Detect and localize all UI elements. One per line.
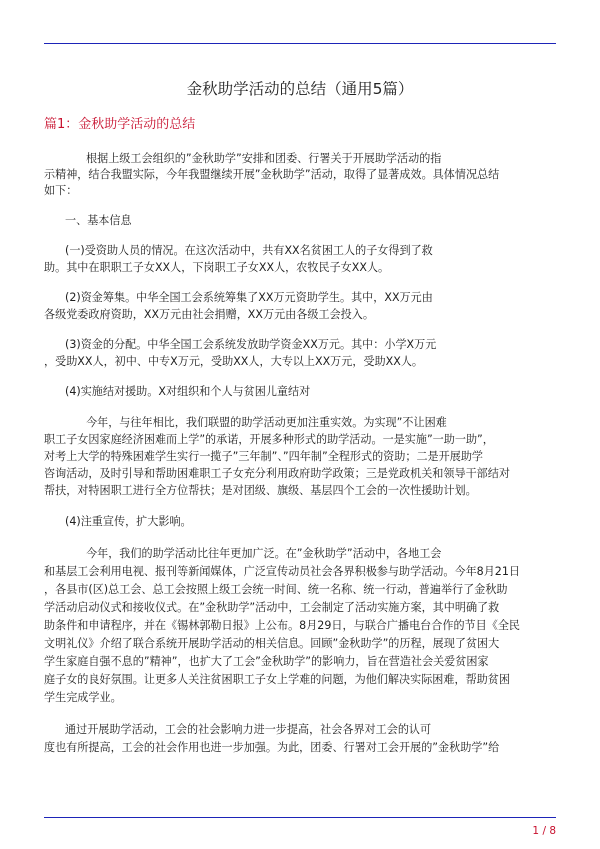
paragraph-line: (4)实施结对援助。X对组织和个人与贫困儿童结对 (65, 385, 311, 398)
paragraph-line: 咨询活动，及时引导和帮助困难职工子女充分利用政府助学政策；三是党政机关和领导干部结对 (44, 467, 510, 480)
paragraph-line: 学活动启动仪式和接收仪式。在”金秋助学”活动中，工会制定了活动实施方案，其中明确了救 (44, 601, 500, 614)
paragraph-line: 示精神，结合我盟实际，今年我盟继续开展”金秋助学”活动，取得了显著成效。具体情况总结 (44, 168, 500, 181)
section-subheading: 一、基本信息 (65, 214, 132, 227)
page-indicator: 1 / 8 (532, 825, 556, 837)
paragraph-line: 根据上级工会组织的”金秋助学”安排和团委、行署关于开展助学活动的指 (86, 152, 442, 165)
paragraph-line: 对考上大学的特殊困难学生实行一揽子”三年制”、”四年制”全程形式的资助；二是开展助学 (44, 450, 484, 463)
paragraph-line: ，各县市(区)总工会、总工会按照上级工会统一时间、统一名称、统一行动，普遍举行了金秋助 (44, 583, 508, 596)
paragraph-line: 助。其中在职职工子女XX人，下岗职工子女XX人，农牧民子女XX人。 (44, 261, 390, 274)
paragraph-line: 如下： (44, 184, 78, 197)
paragraph-line: 文明礼仪》介绍了联合系统开展助学活动的相关信息。回顾”金秋助学”的历程，展现了贫困大 (44, 637, 500, 650)
paragraph-line: (一)受资助人员的情况。在这次活动中，共有XX名贫困工人的子女得到了救 (65, 244, 433, 257)
paragraph-line: 今年，与往年相比，我们联盟的助学活动更加注重实效。为实现”不让困难 (86, 416, 447, 429)
document-title: 金秋助学活动的总结（通用5篇） (186, 80, 414, 98)
header-rule (44, 43, 556, 44)
paragraph-line: 庭子女的良好氛围。让更多人关注贫困职工子女上学难的问题，为他们解决实际困难，帮助贫困 (44, 673, 510, 686)
paragraph-line: 职工子女因家庭经济困难而上学”的承诺，开展多种形式的助学活动。一是实施”一助一助”， (44, 433, 494, 446)
paragraph-line: 今年，我们的助学活动比往年更加广泛。在”金秋助学”活动中，各地工会 (86, 547, 442, 560)
paragraph-line: 学生完成学业。 (44, 691, 122, 704)
section-heading: 篇1：金秋助学活动的总结 (44, 117, 196, 132)
paragraph-line: 通过开展助学活动，工会的社会影响力进一步提高，社会各界对工会的认可 (65, 723, 432, 736)
paragraph-line: 各级党委政府资助，XX万元由社会捐赠，XX万元由各级工会投入。 (44, 308, 374, 321)
paragraph-line: 帮扶，对特困职工进行全方位帮扶；是对团级、旗级、基层四个工会的一次性援助计划。 (44, 484, 477, 497)
paragraph-line: 度也有所提高，工会的社会作用也进一步加强。为此，团委、行署对工会开展的”金秋助学”给 (44, 741, 500, 754)
paragraph-line: ，受助XX人，初中、中专X万元，受助XX人，大专以上XX万元，受助XX人。 (44, 355, 424, 368)
paragraph-line: 和基层工会利用电视、报刊等新闻媒体，广泛宣传动员社会各界积极参与助学活动。今年8月21日 (44, 565, 521, 578)
paragraph-line: (4)注重宣传，扩大影响。 (65, 515, 192, 528)
paragraph-line: (3)资金的分配。中华全国工会系统发放助学资金XX万元。其中：小学X万元 (65, 338, 437, 351)
paragraph-line: 学生家庭自强不息的”精神”，也扩大了工会”金秋助学”的影响力，旨在营造社会关爱贫困家 (44, 655, 489, 668)
paragraph-line: (2)资金筹集。中华全国工会系统筹集了XX万元资助学生。其中，XX万元由 (65, 291, 433, 304)
paragraph-line: 助条件和申请程序，并在《锡林郭勒日报》上公布。8月29日，与联合广播电台合作的节目《全民 (44, 619, 521, 632)
footer-rule (44, 817, 556, 818)
